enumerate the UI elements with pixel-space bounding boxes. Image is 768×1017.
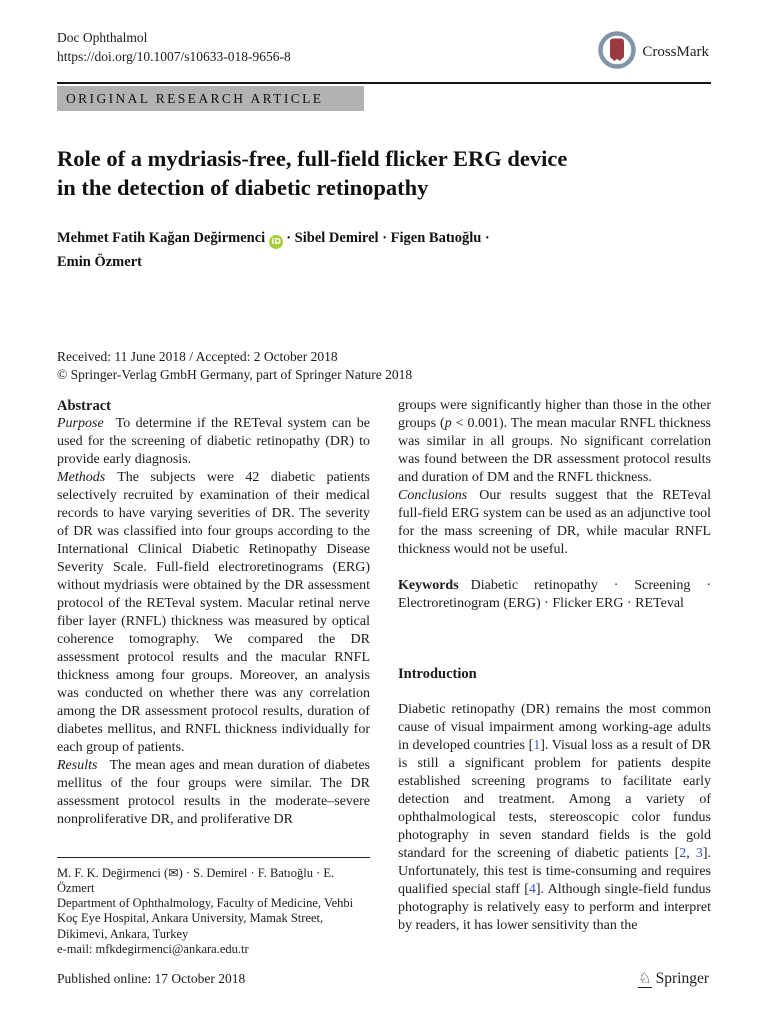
abstract-heading: Abstract: [57, 398, 111, 414]
abstract-purpose: [57, 415, 370, 469]
methods-label: Methods: [57, 470, 106, 485]
springer-knight-icon: ♘: [638, 968, 652, 987]
springer-logo: [638, 970, 709, 988]
methods-text: The subjects were 42 diabetic patients selectively recruited by examination of their medical records to have varying severities of DR. The severity of DR was classified into four groups according to the International Clinical Diabetic Retinopathy Disease Severity Scale. Full-field electroretinograms (ERG) without mydriasis were obtained by the DR assessment protocol of the RETeval system. Macular retinal nerve fiber layer (RNFL) thickness was measured by optical coherence tomography. We compared the DR assessment protocol results and the macular RNFL thickness among four groups. Moreover, an analysis was conducted on whether there was any correlation among the DR assessment protocol results, duration of diabetes mellitus, and RNFL thickness individually for each group of patients.: [57, 470, 370, 755]
footnote-affiliation: Department of Ophthalmology, Faculty of Medicine, Vehbi Koç Eye Hospital, Ankara University, Mamak Street, Dikimevi, Ankara, Turkey: [57, 896, 354, 941]
footnote-authors: M. F. K. Değirmenci (✉) · S. Demirel · F. Batıoğlu · E. Özmert: [57, 865, 335, 895]
results-continued: [398, 397, 711, 487]
crossmark-label: CrossMark: [642, 44, 709, 60]
footnote-email: e-mail: mfkdegirmenci@ankara.edu.tr: [57, 941, 249, 956]
author-ozmert: Emin Özmert: [57, 254, 142, 270]
crossmark-icon: [597, 30, 637, 75]
conclusions-label: Conclusions: [398, 488, 468, 503]
results-label: Results: [57, 758, 98, 773]
results-text-col2-a: groups were significantly higher than those in the other groups (: [398, 398, 711, 431]
orcid-icon[interactable]: iD: [269, 235, 283, 249]
reference-link-3[interactable]: 3: [695, 846, 703, 861]
received-accepted: Received: 11 June 2018 / Accepted: 2 October 2018: [57, 349, 338, 364]
intro-seg1: Diabetic retinopathy (DR) remains the most common cause of visual impairment among working-age adults in developed countries [: [398, 702, 711, 753]
springer-wordmark: Springer: [655, 970, 709, 987]
p-value-symbol: p: [444, 416, 452, 431]
author-list: [57, 226, 711, 274]
abstract-results: [57, 757, 370, 829]
article-title: [57, 144, 711, 202]
crossmark-badge[interactable]: [597, 30, 709, 75]
introduction-paragraph: [398, 701, 711, 935]
doi-text: https://doi.org/10.1007/s10633-018-9656-8: [57, 49, 291, 64]
purpose-text: To determine if the RETeval system can be used for the screening of diabetic retinopathy (DR) to provide early diagnosis.: [57, 416, 370, 467]
intro-seg5: ]. Although single-field fundus photography is relatively easy to perform and interpret by readers, it has lower sensitivity than the: [398, 882, 711, 933]
author-list-rest: · Sibel Demirel · Figen Batıoğlu ·: [286, 230, 490, 246]
reference-link-4[interactable]: 4: [528, 882, 536, 897]
copyright-line: © Springer-Verlag GmbH Germany, part of Springer Nature 2018: [57, 366, 413, 382]
published-online: Published online: 17 October 2018: [57, 971, 246, 986]
article-type-banner: [57, 86, 364, 111]
results-text-col2-b: < 0.001). The mean macular RNFL thickness was similar in all groups. No significant correlation was found between the DR assessment protocol results and duration of DM and the RNFL thickness.: [398, 416, 711, 485]
intro-seg3: ,: [686, 846, 696, 861]
keywords-line: [398, 577, 711, 613]
two-column-body: [57, 397, 711, 957]
page-footer: [57, 970, 711, 988]
publication-dates: [57, 348, 711, 383]
article-type-label: ORIGINAL RESEARCH ARTICLE: [66, 91, 324, 106]
reference-link-2[interactable]: 2: [679, 846, 687, 861]
introduction-heading: Introduction: [398, 666, 477, 682]
keywords-label: Keywords: [398, 578, 459, 593]
journal-name: Doc Ophthalmol: [57, 30, 148, 45]
results-text-col1: The mean ages and mean duration of diabetes mellitus of the four groups were similar. The DR assessment protocol results in the moderate–severe nonproliferative DR, and proliferative DR: [57, 758, 370, 827]
article-title-line2: in the detection of diabetic retinopathy: [57, 175, 429, 200]
abstract-section: [57, 397, 370, 829]
conclusions-text: Our results suggest that the RETeval full-field ERG system can be used as an adjunctive tool for the mass screening of DR, while macular RNFL thickness would not be useful.: [398, 488, 711, 557]
intro-seg2: ]. Visual loss as a result of DR is still a significant problem for patients despite established screening programs to facilitate early detection and treatment. Among a variety of ophthalmological tests, stereoscopic color fundus photography in seven standard fields is the gold standard for the screening of diabetic patients [: [398, 738, 711, 861]
intro-seg4: ]. Unfortunately, this test is time-consuming and requires qualified special staff [: [398, 846, 712, 897]
correspondence-footnote: [57, 857, 370, 957]
abstract-conclusions: [398, 487, 711, 559]
keywords-text: Diabetic retinopathy · Screening · Electroretinogram (ERG) · Flicker ERG · RETeval: [398, 578, 711, 611]
purpose-label: Purpose: [57, 416, 104, 431]
reference-link-1[interactable]: 1: [533, 738, 541, 753]
right-column: [398, 397, 711, 957]
abstract-methods: [57, 469, 370, 757]
left-column: [57, 397, 370, 957]
author-degirmenci: Mehmet Fatih Kağan Değirmenci: [57, 230, 266, 246]
page-header: [57, 28, 711, 75]
article-title-line1: Role of a mydriasis-free, full-field flicker ERG device: [57, 146, 568, 171]
header-rule: [57, 82, 711, 84]
